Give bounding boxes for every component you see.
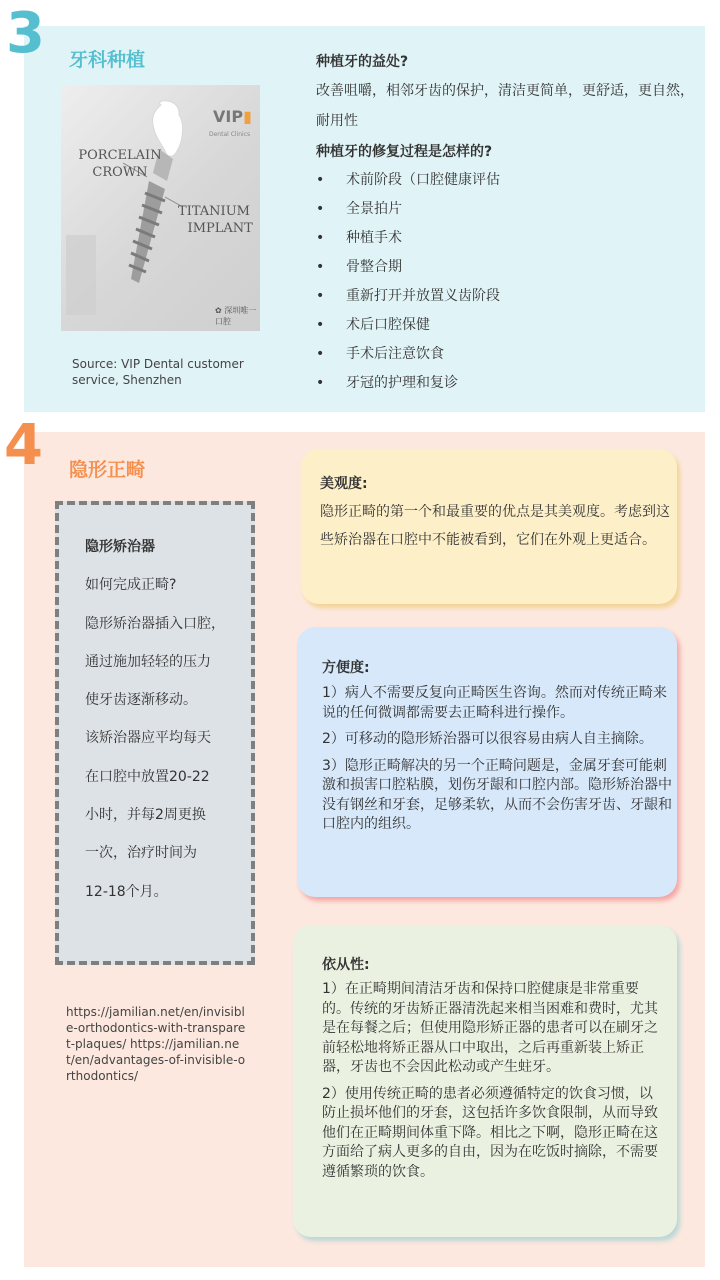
compliance-paragraph: 1）在正畸期间清洁牙齿和保持口腔健康是非常重要的。传统的牙齿矫正器清洗起来相当困难和费时，尤其是在每餐之后；但使用隐形矫正器的患者可以在刷牙之前轻松地将矫正器从口中取出，之后再重新装上矫正器，牙齿也不会因此松动或产生蛀牙。 xyxy=(322,981,658,1075)
dental-implant-image xyxy=(61,85,260,331)
convenience-text xyxy=(322,684,674,842)
vip-logo-subtitle: Dental Clinics xyxy=(209,131,251,138)
aligner-line: 一次，治疗时间为 xyxy=(85,845,197,862)
list-item: • 术前阶段（口腔健康评估 xyxy=(316,166,696,195)
aligner-line: 隐形矫治器插入口腔， xyxy=(85,615,225,632)
convenience-paragraph: 2）可移动的隐形矫治器可以很容易由病人自主摘除。 xyxy=(322,731,653,747)
convenience-paragraph: 3）隐形正畸解决的另一个正畸问题是，金属牙套可能刺激和损害口腔粘膜，划伤牙龈和口腔内部。隐形矫治器中没有钢丝和牙套，足够柔软，从而不会伤害牙齿、牙龈和口腔内的组织。 xyxy=(322,757,672,832)
list-item: • 牙冠的护理和复诊 xyxy=(316,369,696,398)
list-item: • 手术后注意饮食 xyxy=(316,340,696,369)
aligner-line: 在口腔中放置20-22 xyxy=(85,768,210,785)
compliance-paragraph: 2）使用传统正畸的患者必须遵循特定的饮食习惯，以防止损坏他们的牙套，这包括许多饮食限制，从而导致他们在正畸期间体重下降。相比之下啊，隐形正畸在这方面给了病人更多的自由，因为在吃饭时摘除，不需要遵循繁琐的饮食。 xyxy=(322,1085,658,1180)
process-steps-list xyxy=(316,166,696,398)
implant-info xyxy=(316,48,696,398)
image-source: Source: VIP Dental customer service, Shenzhen xyxy=(72,357,244,387)
aligner-line: 12-18个月。 xyxy=(85,883,168,900)
section-4-title: 隐形正畸 xyxy=(69,459,146,481)
section-4-number: 4 xyxy=(4,413,43,478)
list-item: • 全景拍片 xyxy=(316,195,696,224)
aligner-line: 小时，并每2周更换 xyxy=(85,807,206,824)
list-item: • 术后口腔保健 xyxy=(316,311,696,340)
benefits-question: 种植牙的益处? xyxy=(316,54,409,70)
aligner-line: 使牙齿逐渐移动。 xyxy=(85,692,197,709)
titanium-implant-label: TITANIUM IMPLANT xyxy=(175,204,253,236)
watermark: ✿ 深圳唯一口腔 xyxy=(215,306,257,326)
source-urls: https://jamilian.net/en/invisible-orthodontics-with-transparet-plaques/ https://jamilian.net/en/advantages-of-invisible-orthodontics/ xyxy=(66,1005,246,1083)
convenience-title: 方便度: xyxy=(322,660,370,676)
aligner-info-text xyxy=(85,528,245,911)
vip-logo: VIP▮ xyxy=(213,107,252,126)
list-item: • 种植手术 xyxy=(316,224,696,253)
aligner-line: 通过施加轻轻的压力 xyxy=(85,653,211,670)
porcelain-crown-label: PORCELAIN CROWN xyxy=(78,148,162,180)
list-item: • 重新打开并放置义齿阶段 xyxy=(316,282,696,311)
aligner-heading: 隐形矫治器 xyxy=(85,539,155,555)
blurred-region xyxy=(66,235,96,315)
list-item: • 骨整合期 xyxy=(316,253,696,282)
aligner-line: 该矫治器应平均每天 xyxy=(85,730,211,747)
aesthetics-title: 美观度: xyxy=(320,476,368,492)
aligner-line: 如何完成正畸? xyxy=(85,577,177,594)
process-question: 种植牙的修复过程是怎样的? xyxy=(316,144,493,160)
benefits-answer: 改善咀嚼，相邻牙齿的保护，清洁更简单，更舒适，更自然，耐用性 xyxy=(316,83,694,129)
convenience-paragraph: 1）病人不需要反复向正畸医生咨询。然而对传统正畸来说的任何微调都需要去正畸科进行操作。 xyxy=(322,685,667,721)
aesthetics-text: 隐形正畸的第一个和最重要的优点是其美观度。考虑到这些矫治器在口腔中不能被看到，它们在外观上更适合。 xyxy=(320,504,670,548)
section-3-number: 3 xyxy=(6,1,45,66)
compliance-text xyxy=(322,980,658,1189)
compliance-title: 依从性: xyxy=(322,957,370,973)
section-3-title: 牙科种植 xyxy=(69,49,146,71)
